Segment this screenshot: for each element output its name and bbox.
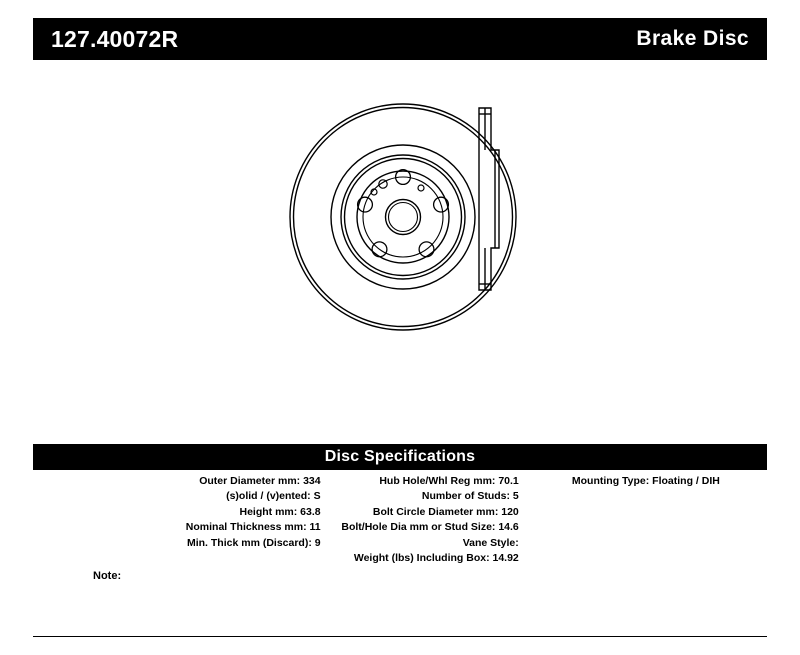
technical-drawing <box>33 70 767 430</box>
spec-item: Mounting Type: Floating / DIH <box>571 475 720 487</box>
spec-panel-title: Disc Specifications <box>33 444 767 470</box>
spec-item: Hub Hole/Whl Reg mm: 70.1 <box>379 475 519 487</box>
spec-item: Bolt Circle Diameter mm: 120 <box>372 505 519 518</box>
spec-columns <box>33 474 767 566</box>
spec-item: Nominal Thickness mm: 11 <box>185 521 321 534</box>
note-label: Note: <box>93 570 122 582</box>
rotor-edge-view <box>465 104 525 294</box>
spec-item: Number of Studs: 5 <box>421 490 519 503</box>
header-bar <box>33 18 767 60</box>
spec-column-left <box>33 474 327 551</box>
spec-item: Bolt/Hole Dia mm or Stud Size: 14.6 <box>341 521 519 534</box>
spec-item: Weight (lbs) Including Box: 14.92 <box>353 552 519 565</box>
page-title: Brake Disc <box>636 27 749 50</box>
part-number: 127.40072R <box>51 25 179 52</box>
spec-item: Min. Thick mm (Discard): 9 <box>186 536 321 549</box>
spec-item: (s)olid / (v)ented: S <box>226 490 321 503</box>
spec-item: Vane Style: <box>462 536 519 549</box>
spec-item: Height mm: 63.8 <box>239 505 321 518</box>
spec-column-right <box>525 474 767 489</box>
spec-item: Outer Diameter mm: 334 <box>199 475 321 487</box>
bottom-divider <box>33 636 767 637</box>
stud-holes <box>358 170 449 257</box>
spec-column-middle <box>327 474 525 566</box>
